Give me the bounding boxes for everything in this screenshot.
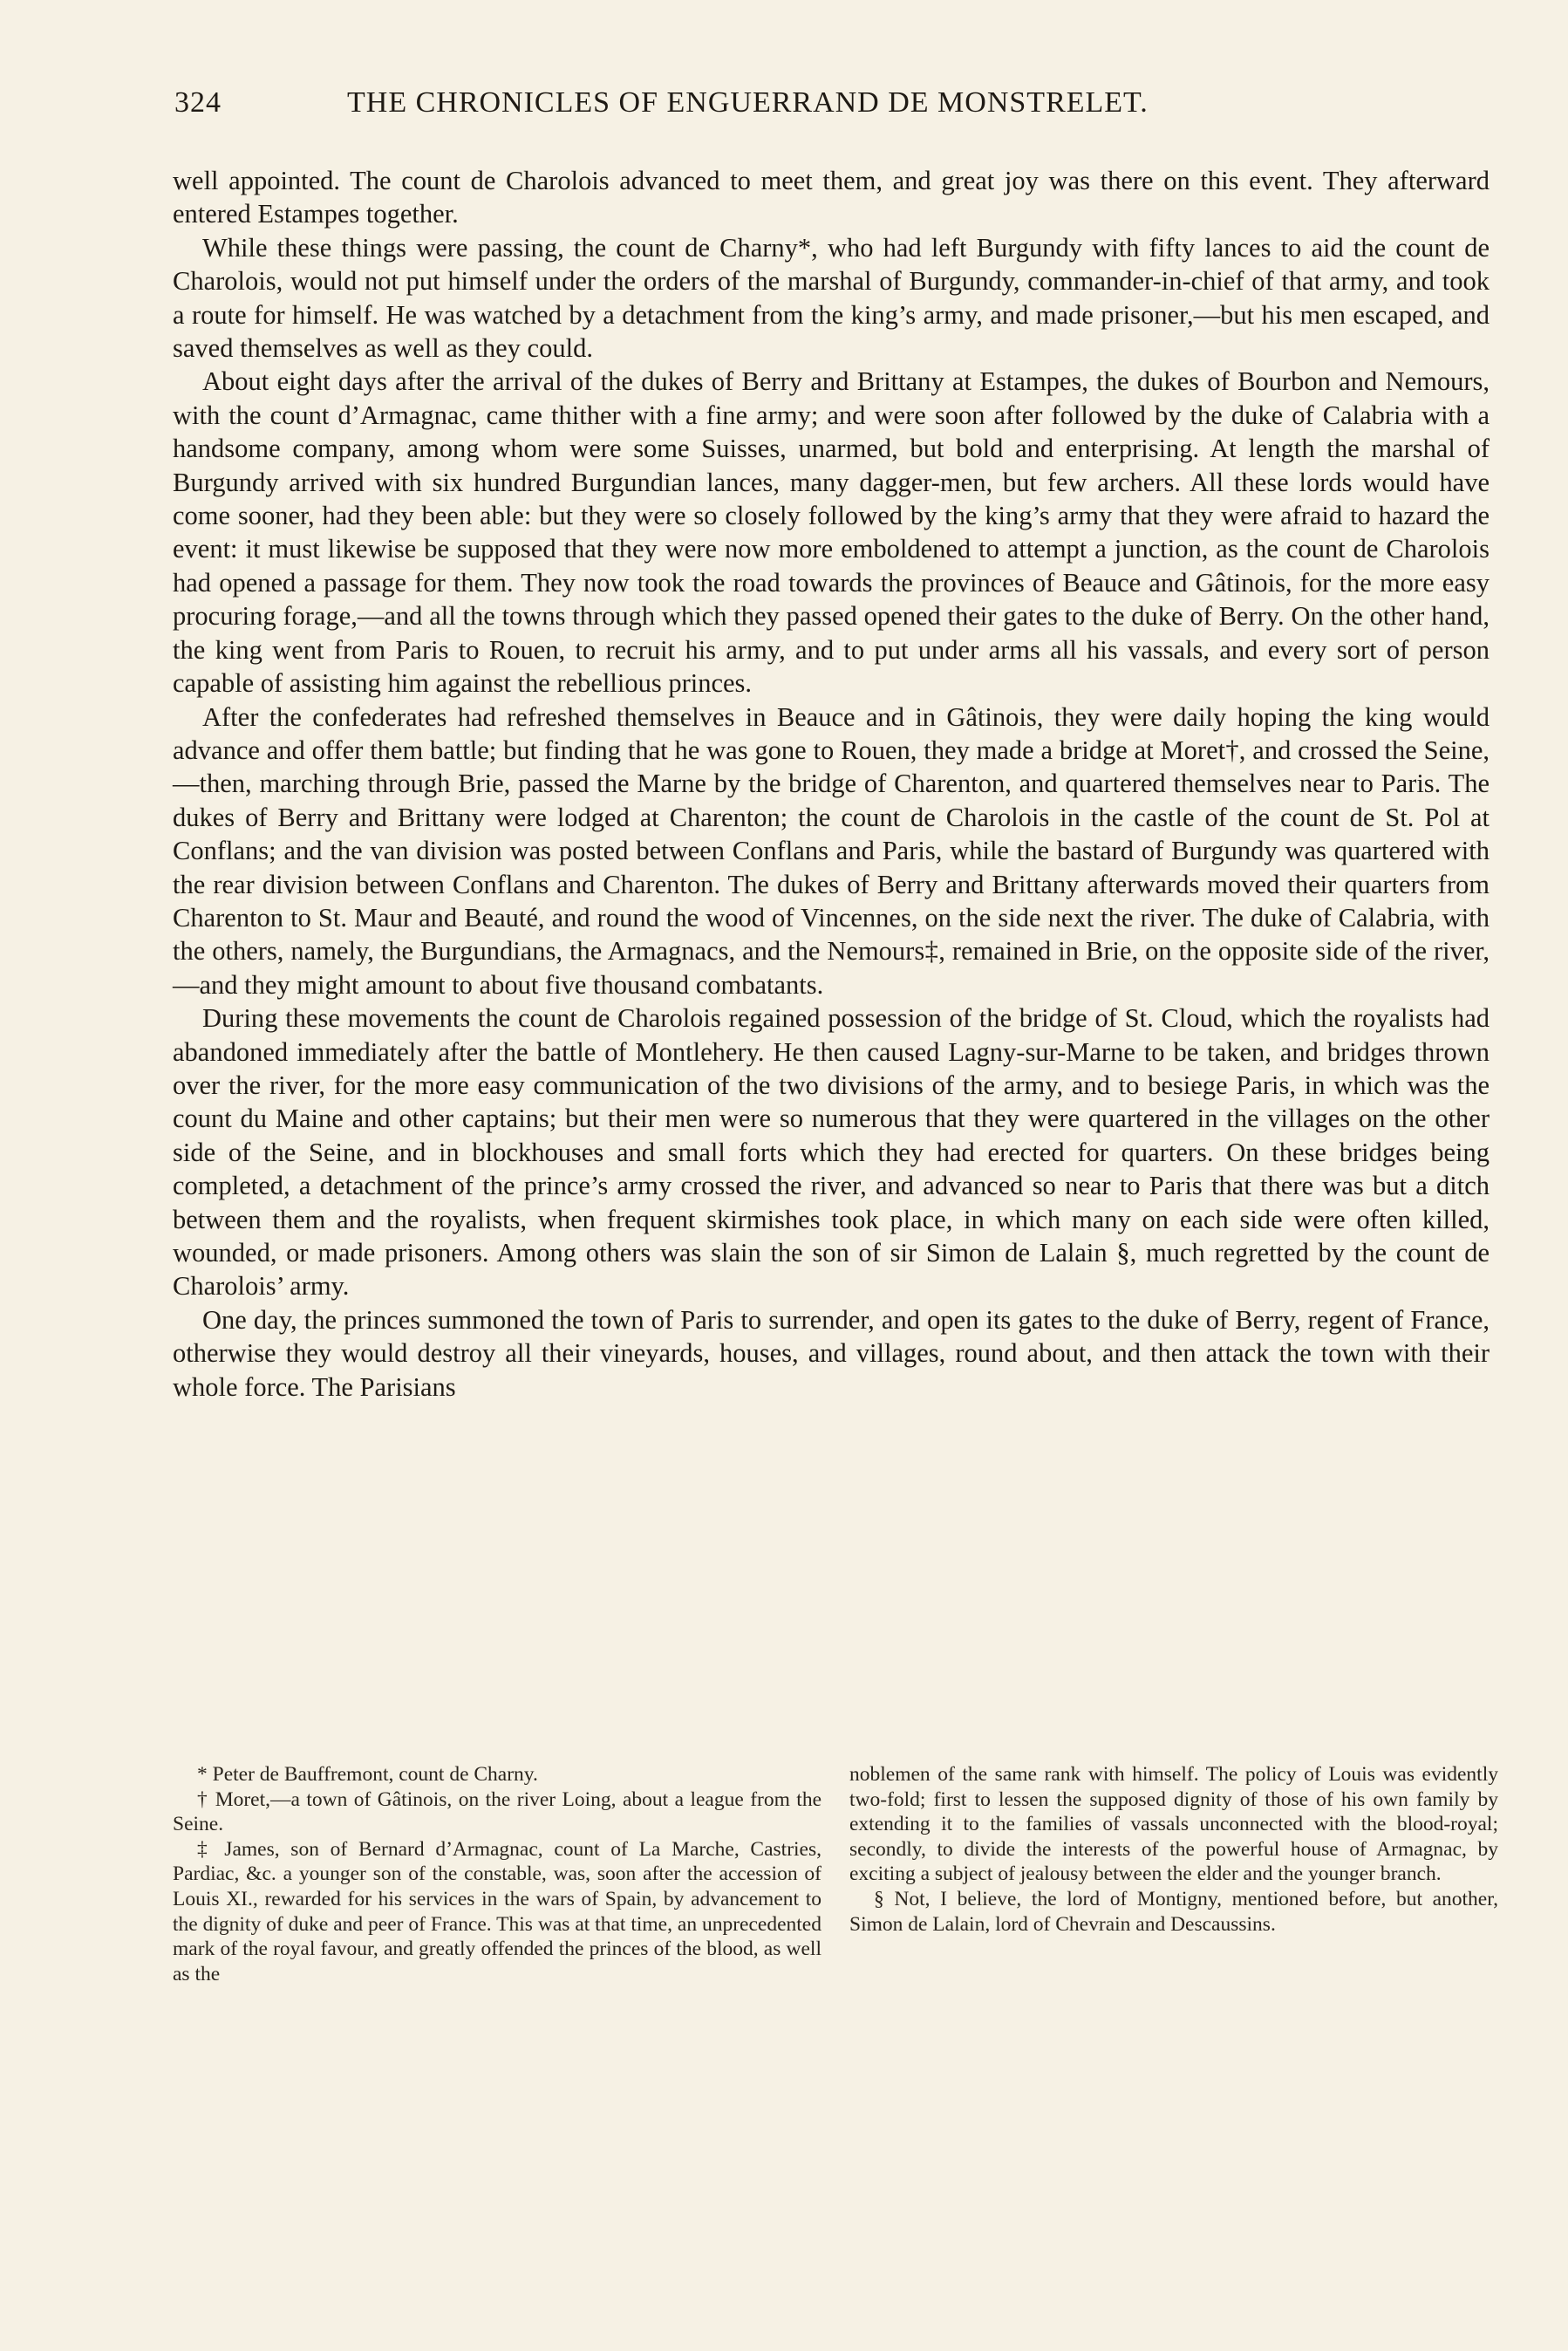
paragraph: About eight days after the arrival of the dukes of Berry and Brittany at Estampes, the dukes of Bourbon and Nemours, with the count d’Armagnac, came thither with a fine army; and were soon after followed by the duke of Calabria with a handsome company, among whom were some Suisses, unarmed, but bold and enterprising. At length the marshal of Burgundy arrived with six hundred Burgundian lances, many dagger-men, but few archers. All these lords would have come sooner, had they been able: but they were so closely followed by the king’s army that they were afraid to hazard the event: it must likewise be supposed that they were now more emboldened to attempt a junction, as the count de Charolois had opened a passage for them. They now took the road towards the provinces of Beauce and Gâtinois, for the more easy procuring forage,—and all the towns through which they passed opened their gates to the duke of Berry. On the other hand, the king went from Paris to Rouen, to recruit his army, and to put under arms all his vassals, and every sort of person capable of assisting him against the rebellious princes. [173,366,1490,699]
paragraph: After the confederates had refreshed themselves in Beauce and in Gâtinois, they were daily hoping the king would advance and offer them battle; but finding that he was gone to Rouen, they made a bridge at Moret†, and crossed the Seine,—then, marching through Brie, passed the Marne by the bridge of Charenton, and quartered themselves near to Paris. The dukes of Berry and Brittany were lodged at Charenton; the count de Charolois in the castle of the count de St. Pol at Conflans; and the van division was posted between Conflans and Paris, while the bastard of Burgundy was quartered with the rear division between Conflans and Charenton. The dukes of Berry and Brittany afterwards moved their quarters from Charenton to St. Maur and Beauté, and round the wood of Vincennes, on the side next the river. The duke of Calabria, with the others, namely, the Burgundians, the Armagnacs, and the Nemours‡, remained in Brie, on the opposite side of the river,—and they might amount to about five thousand combatants. [173,701,1490,1000]
main-text [173,164,1490,1404]
footnote: † Moret,—a town of Gâtinois, on the river Loing, about a league from the Seine. [173,1787,821,1836]
footnote: § Not, I believe, the lord of Montigny, mentioned before, but another, Simon de Lalain, lord of Chevrain and Descaussins. [849,1887,1498,1936]
paragraph: While these things were passing, the count de Charny*, who had left Burgundy with fifty lances to aid the count de Charolois, would not put himself under the orders of the marshal of Burgundy, commander-in-chief of that army, and took a route for himself. He was watched by a detachment from the king’s army, and made prisoner,—but his men escaped, and saved themselves as well as they could. [173,232,1490,364]
footnotes [173,1762,1498,1986]
footnote: noblemen of the same rank with himself. The policy of Louis was evidently two-fold; first to lessen the supposed dignity of those of his own family by extending it to the families of vassals unconnected with the blood-royal; secondly, to divide the interests of the powerful house of Armagnac, by exciting a subject of jealousy between the elder and the younger branch. [849,1763,1498,1886]
paragraph: well appointed. The count de Charolois advanced to meet them, and great joy was there on this event. They afterward entered Estampes together. [173,166,1490,229]
footnotes-right-column [849,1762,1498,1986]
page-number: 324 [174,86,222,119]
paragraph: One day, the princes summoned the town of Paris to surrender, and open its gates to the duke of Berry, regent of France, otherwise they would destroy all their vineyards, houses, and villages, round about, and then attack the town with their whole force. The Parisians [173,1304,1490,1402]
footnotes-left-column [173,1762,821,1986]
running-title: THE CHRONICLES OF ENGUERRAND DE MONSTRELET. [347,86,1149,119]
footnote: * Peter de Bauffremont, count de Charny. [197,1763,538,1786]
paragraph: During these movements the count de Charolois regained possession of the bridge of St. Cloud, which the royalists had abandoned immediately after the battle of Montlehery. He then caused Lagny-sur-Marne to be taken, and bridges thrown over the river, for the more easy communication of the two divisions of the army, and to besiege Paris, in which was the count du Maine and other captains; but their men were so numerous that they were quartered in the villages on the other side of the Seine, and in blockhouses and small forts which they had erected for quarters. On these bridges being completed, a detachment of the prince’s army crossed the river, and advanced so near to Paris that there was but a ditch between them and the royalists, when frequent skirmishes took place, in which many on each side were often killed, wounded, or made prisoners. Among others was slain the son of sir Simon de Lalain §, much regretted by the count de Charolois’ army. [173,1003,1490,1302]
footnote: ‡ James, son of Bernard d’Armagnac, count of La Marche, Castries, Pardiac, &c. a younger son of the constable, was, soon after the accession of Louis XI., rewarded for his services in the wars of Spain, by advancement to the dignity of duke and peer of France. This was at that time, an unprecedented mark of the royal favour, and greatly offended the princes of the blood, as well as the [173,1837,821,1985]
